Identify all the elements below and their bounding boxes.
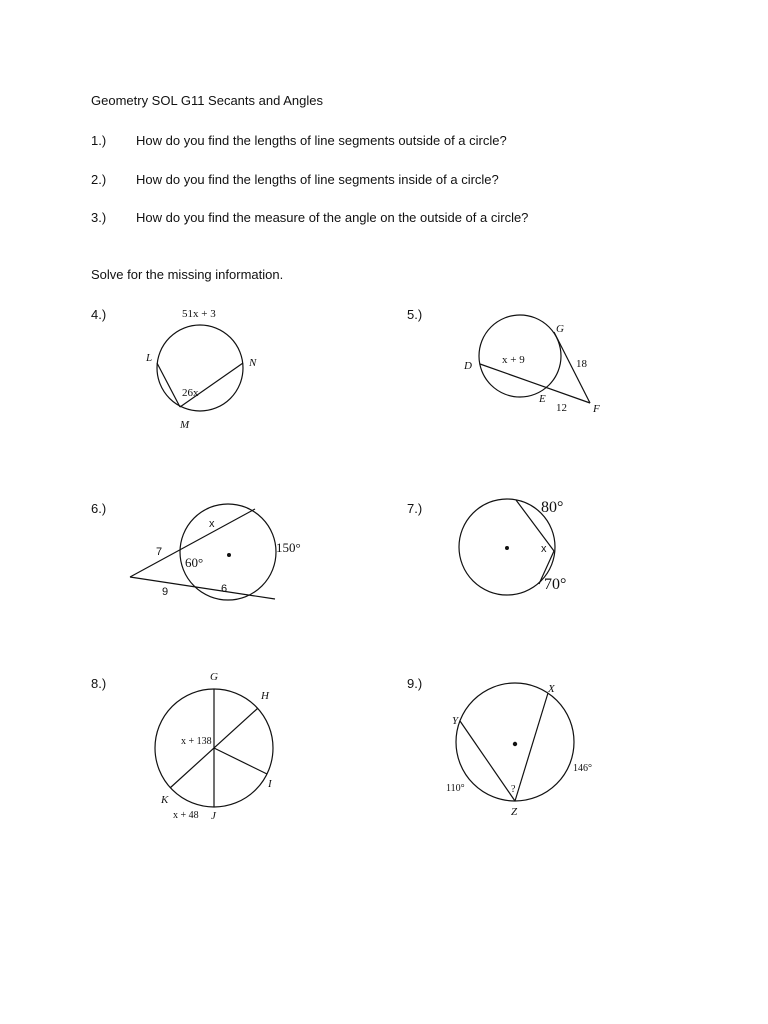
arc-label: 110°: [446, 783, 465, 794]
point-label: L: [146, 352, 153, 364]
point-label: Z: [511, 806, 518, 818]
question-number: 1.): [91, 133, 107, 148]
point-label: Y: [452, 715, 459, 727]
point-label: I: [268, 778, 272, 790]
chord-xz: [515, 693, 548, 801]
arc-label: 146°: [573, 763, 592, 774]
point-label: X: [548, 683, 555, 695]
point-label: G: [556, 323, 564, 335]
arc-label: 150°: [276, 540, 301, 555]
segment-label: x + 9: [502, 354, 525, 366]
question-text: How do you find the lengths of line segments inside of a circle?: [136, 172, 499, 187]
radius-i: [214, 748, 267, 774]
point-label: J: [211, 810, 216, 822]
angle-label: ?: [511, 784, 516, 795]
angle-label: 26x: [182, 387, 199, 399]
secant-lower: [130, 577, 275, 599]
point-label: F: [593, 403, 600, 415]
point-label: E: [539, 393, 546, 405]
point-label: G: [210, 671, 218, 683]
worksheet-title: Geometry SOL G11 Secants and Angles: [91, 93, 323, 108]
point-label: D: [464, 360, 472, 372]
problem-7-diagram: [455, 495, 585, 605]
problem-number: 8.): [91, 676, 107, 691]
segment-label: 6: [221, 583, 228, 595]
segment-label: 7: [156, 546, 163, 558]
arc-label: 70°: [544, 576, 567, 593]
segment-label: 9: [162, 586, 169, 598]
point-label: H: [261, 690, 269, 702]
problem-number: 7.): [407, 501, 423, 516]
problem-5-diagram: [460, 308, 610, 423]
problem-number: 5.): [407, 307, 423, 322]
point-label: N: [249, 357, 257, 369]
problem-number: 9.): [407, 676, 423, 691]
question-text: How do you find the measure of the angle on the outside of a circle?: [136, 210, 529, 225]
center-point: [505, 546, 509, 550]
question-text: How do you find the lengths of line segments outside of a circle?: [136, 133, 507, 148]
circle: [157, 325, 243, 411]
point-label: M: [180, 419, 190, 431]
problem-number: 6.): [91, 501, 107, 516]
arc-label: 51x + 3: [182, 308, 216, 320]
problem-number: 4.): [91, 307, 107, 322]
instructions: Solve for the missing information.: [91, 267, 284, 282]
angle-label: x + 138: [181, 736, 212, 747]
center-point: [513, 742, 517, 746]
point-label: K: [161, 794, 169, 806]
chord-yz: [460, 721, 515, 801]
angle-label: x: [541, 543, 547, 555]
segment-label: x: [209, 518, 215, 530]
problem-4-diagram: [130, 300, 280, 440]
problem-6-diagram: [125, 497, 315, 612]
question-number: 2.): [91, 172, 107, 187]
problem-9-diagram: [440, 678, 610, 823]
segment-label: 18: [576, 358, 587, 370]
question-number: 3.): [91, 210, 107, 225]
angle-label: 60°: [185, 555, 204, 570]
chord-mn: [180, 363, 243, 407]
segment-label: 12: [556, 402, 567, 414]
arc-label: 80°: [541, 499, 564, 516]
problem-8-diagram: [150, 668, 290, 828]
circle: [180, 504, 276, 600]
angle-label: x + 48: [173, 810, 199, 821]
center-point: [227, 553, 231, 557]
